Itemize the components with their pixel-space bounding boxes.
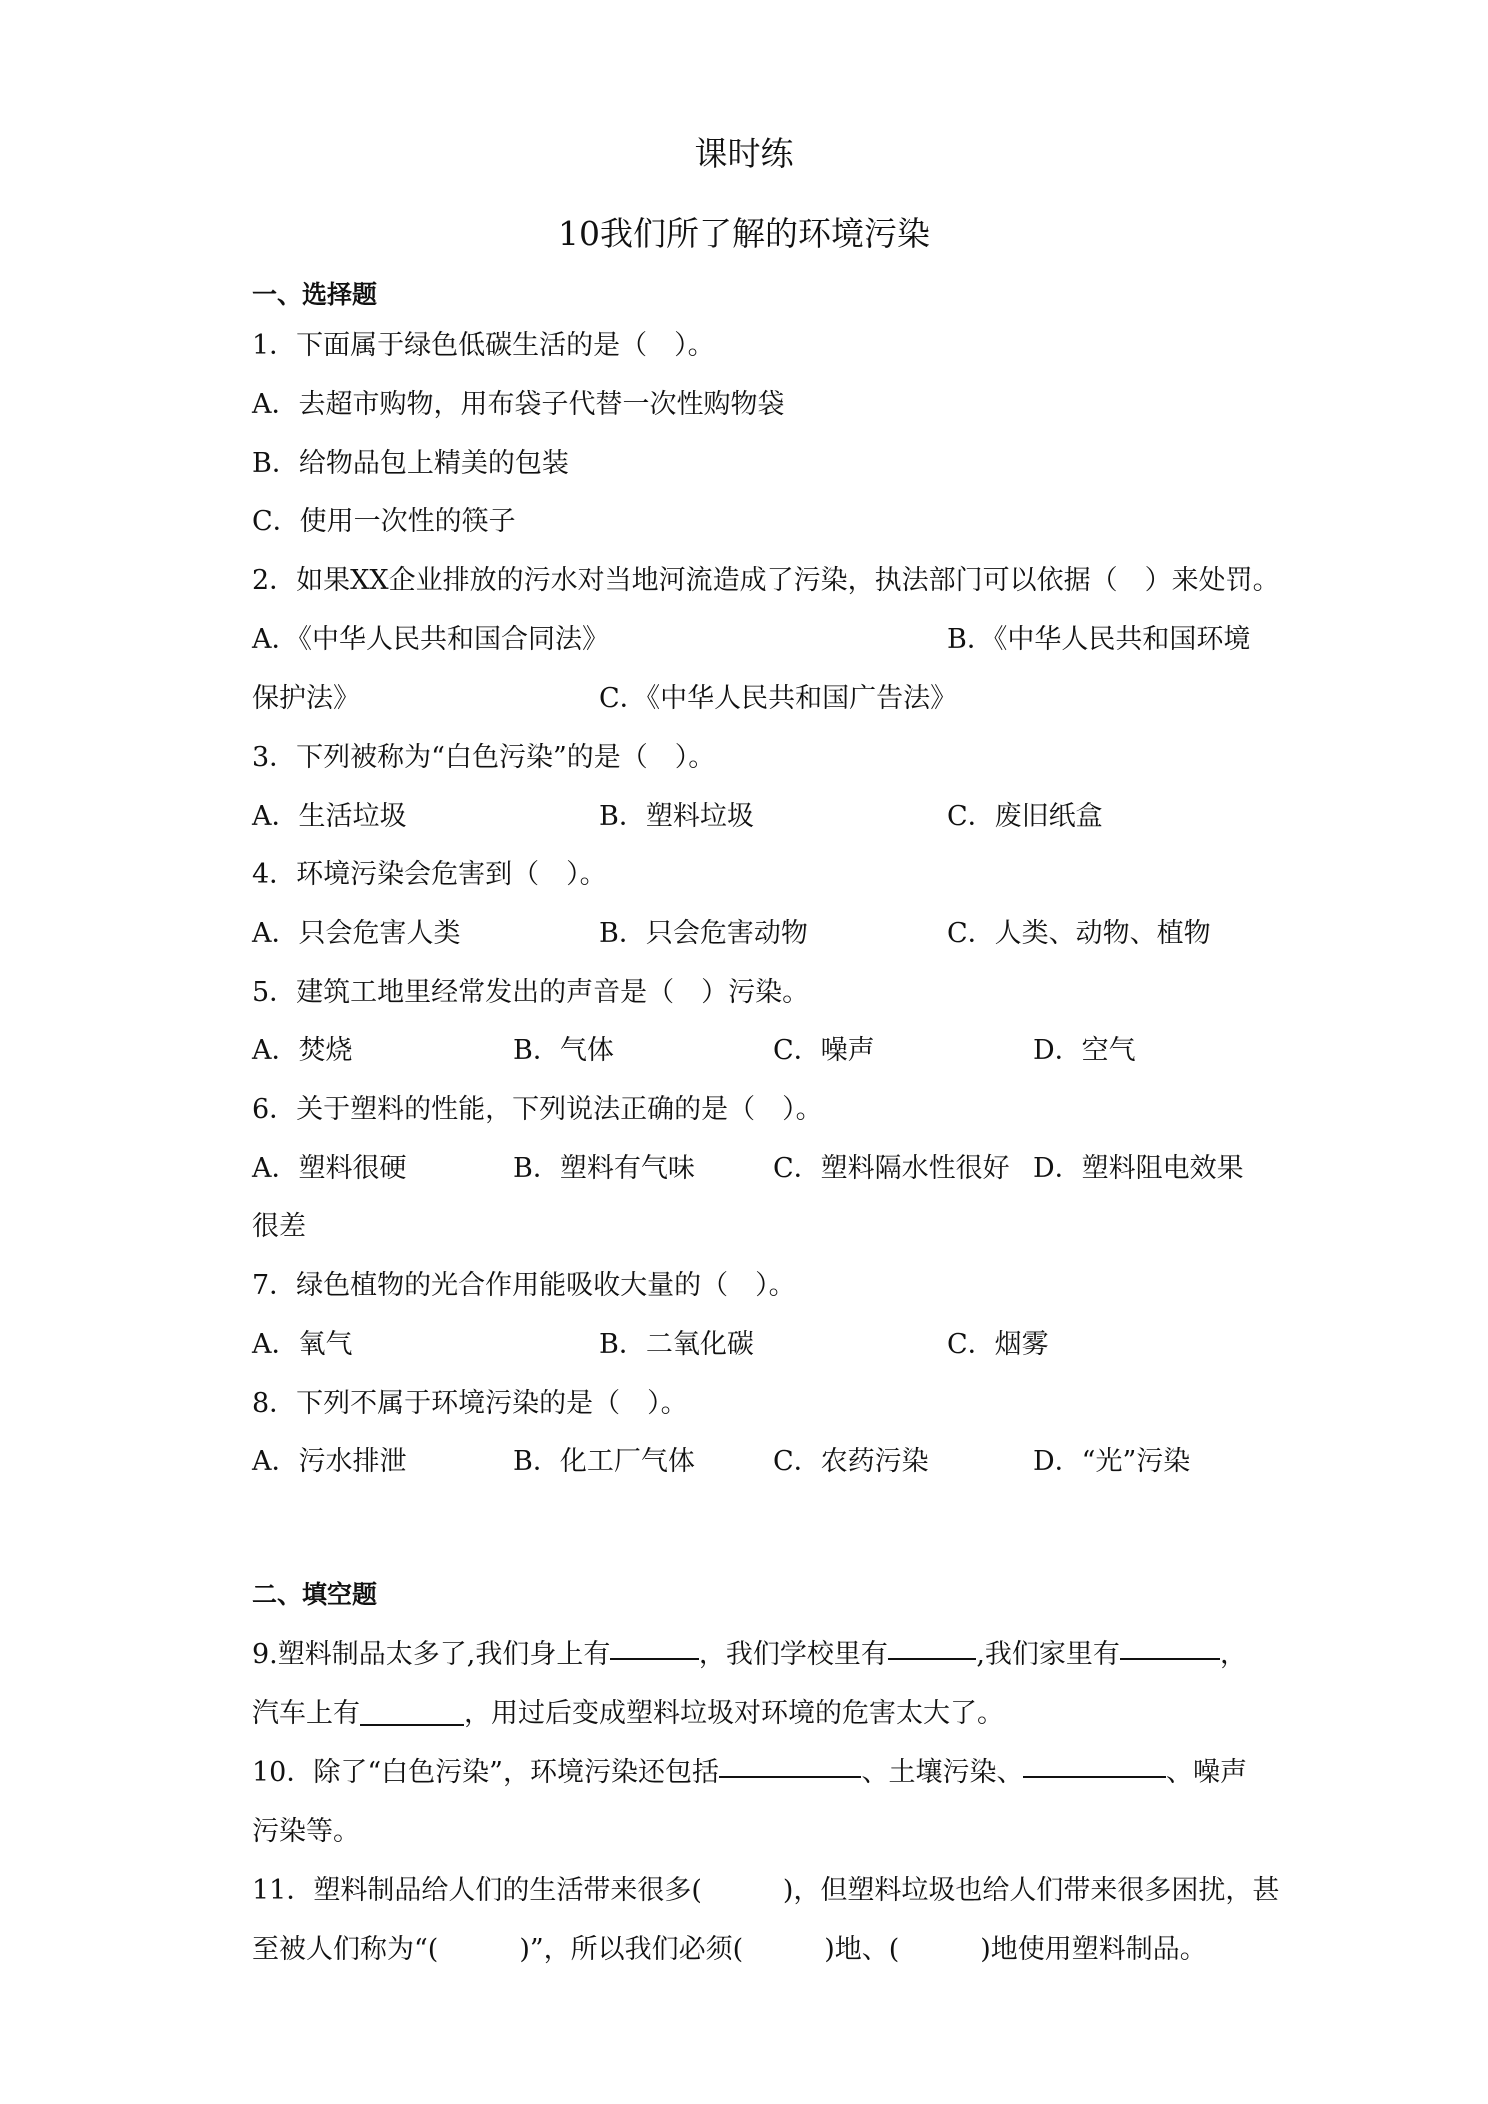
- question-2-option-a: A．《中华人民共和国合同法》: [252, 624, 609, 655]
- question-8-stem: 8．下列不属于环境污染的是（ ）。: [252, 1388, 688, 1419]
- question-10-line2: 污染等。: [252, 1816, 360, 1847]
- question-6-option-d-line1: D．塑料阻电效果: [1033, 1153, 1244, 1184]
- question-3-option-c: C．废旧纸盒: [947, 801, 1103, 832]
- question-10-text-3: 、噪声: [1166, 1757, 1247, 1788]
- question-9-text-6: ，用过后变成塑料垃圾对环境的危害太大了。: [464, 1698, 1004, 1729]
- question-9-line1: [252, 1632, 1247, 1671]
- question-8-option-c: C．农药污染: [773, 1446, 929, 1477]
- answer-blank[interactable]: [719, 1750, 862, 1778]
- question-6-option-a: A．塑料很硬: [252, 1153, 407, 1184]
- question-6-option-b: B．塑料有气味: [513, 1153, 695, 1184]
- question-2-option-b-line1: B．《中华人民共和国环境: [947, 624, 1251, 655]
- question-5-option-c: C．噪声: [773, 1035, 875, 1066]
- answer-blank[interactable]: [1120, 1632, 1220, 1660]
- question-7-option-b: B．二氧化碳: [599, 1329, 754, 1360]
- question-3-option-b: B．塑料垃圾: [599, 801, 754, 832]
- question-9-text-5: 汽车上有: [252, 1698, 360, 1729]
- question-4-option-c: C．人类、动物、植物: [947, 918, 1211, 949]
- question-9-text-4: ，: [1219, 1639, 1247, 1670]
- question-10-text-1: 10．除了“白色污染”，环境污染还包括: [252, 1757, 719, 1788]
- question-2-stem: 2．如果XX企业排放的污水对当地河流造成了污染，执法部门可以依据（ ）来处罚。: [252, 565, 1280, 596]
- question-1-option-c: C．使用一次性的筷子: [252, 506, 516, 537]
- question-8-option-d: D．“光”污染: [1033, 1446, 1191, 1477]
- question-5-option-b: B．气体: [513, 1035, 614, 1066]
- question-4-option-b: B．只会危害动物: [599, 918, 808, 949]
- answer-blank[interactable]: [360, 1698, 464, 1726]
- question-10-text-2: 、土壤污染、: [861, 1757, 1024, 1788]
- question-2-option-b-line2: 保护法》: [252, 683, 360, 714]
- lesson-title: 10我们所了解的环境污染: [558, 214, 930, 253]
- question-3-stem: 3．下列被称为“白色污染”的是（ ）。: [252, 742, 716, 773]
- question-2-option-c: C．《中华人民共和国广告法》: [599, 683, 958, 714]
- question-11-line1: 11．塑料制品给人们的生活带来很多( )，但塑料垃圾也给人们带来很多困扰，甚: [252, 1875, 1280, 1906]
- question-4-stem: 4．环境污染会危害到（ ）。: [252, 859, 607, 890]
- page-title: 课时练: [694, 134, 794, 173]
- question-9-text-1: 9.塑料制品太多了,我们身上有: [252, 1639, 611, 1670]
- question-4-option-a: A．只会危害人类: [252, 918, 461, 949]
- question-8-option-b: B．化工厂气体: [513, 1446, 695, 1477]
- question-6-stem: 6．关于塑料的性能，下列说法正确的是（ ）。: [252, 1094, 823, 1125]
- answer-blank[interactable]: [1023, 1750, 1166, 1778]
- question-1-stem: 1．下面属于绿色低碳生活的是（ ）。: [252, 330, 715, 361]
- answer-blank[interactable]: [610, 1632, 699, 1660]
- question-6-option-c: C．塑料隔水性很好: [773, 1153, 1010, 1184]
- section-heading-fill: 二、填空题: [252, 1580, 378, 1609]
- question-3-option-a: A．生活垃圾: [252, 801, 407, 832]
- question-7-option-a: A．氧气: [252, 1329, 353, 1360]
- question-9-text-2: ，我们学校里有: [698, 1639, 888, 1670]
- question-9-text-3: ,我们家里有: [976, 1639, 1120, 1670]
- question-5-option-d: D．空气: [1033, 1035, 1136, 1066]
- question-7-stem: 7．绿色植物的光合作用能吸收大量的（ ）。: [252, 1270, 796, 1301]
- question-6-option-d-line2: 很差: [252, 1211, 306, 1242]
- question-1-option-a: A．去超市购物，用布袋子代替一次性购物袋: [252, 389, 785, 420]
- question-1-option-b: B．给物品包上精美的包装: [252, 448, 569, 479]
- question-7-option-c: C．烟雾: [947, 1329, 1049, 1360]
- question-10-line1: [252, 1750, 1247, 1789]
- question-5-stem: 5．建筑工地里经常发出的声音是（ ）污染。: [252, 977, 810, 1008]
- question-5-option-a: A．焚烧: [252, 1035, 353, 1066]
- answer-blank[interactable]: [888, 1632, 977, 1660]
- question-9-line2: [252, 1691, 1004, 1730]
- question-11-line2: 至被人们称为“( )”，所以我们必须( )地、( )地使用塑料制品。: [252, 1934, 1207, 1965]
- question-8-option-a: A．污水排泄: [252, 1446, 407, 1477]
- section-heading-choice: 一、选择题: [252, 280, 378, 309]
